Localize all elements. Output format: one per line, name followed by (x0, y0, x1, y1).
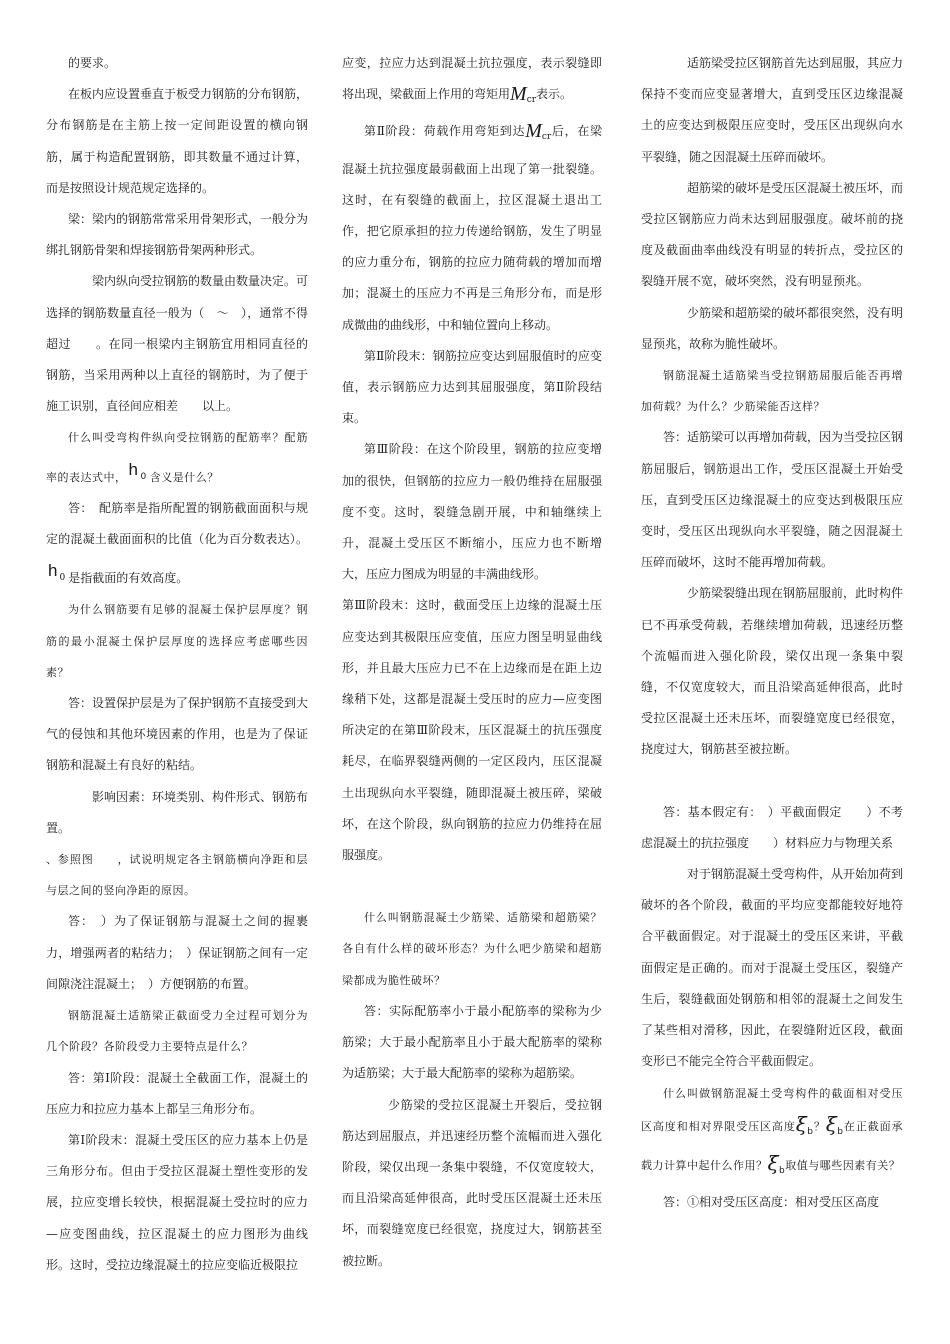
symbol-h: h (128, 459, 139, 479)
symbol-subscript: b (779, 1165, 786, 1176)
answer: 答：适筋梁可以再增加荷载，因为当受拉区钢筋屈服后，钢筋退出工作，受压区混凝土开始受压，直到受压区边缘混凝土的应变达到极限压应变时，受压区出现纵向水平裂缝，随之因混凝土压碎而破坏，这时不能再增加荷载。 (641, 430, 904, 570)
symbol-subscript: cr (541, 132, 552, 143)
column-3 (641, 48, 903, 1218)
question: 什么叫钢筋混凝土少筋梁、适筋梁和超筋梁？各自有什么样的破坏形态？为什么吧少筋梁和超筋梁都成为脆性破坏？ (342, 911, 602, 987)
paragraph: 适筋梁受拉区钢筋首先达到屈服，其应力保持不变而应变显著增大，直到受压区边缘混凝土的应变达到极限压应变时，受压区出现纵向水平裂缝，随之因混凝土压碎而破坏。 (641, 56, 904, 164)
paragraph: 第Ⅱ阶段末：钢筋拉应变达到屈服值时的应变值，表示钢筋应力达到其屈服强度，第Ⅱ阶段结束。 (342, 348, 602, 426)
symbol-m: M (510, 83, 527, 106)
symbol-subscript: b (807, 1126, 814, 1137)
column-2 (342, 48, 602, 1277)
paragraph: 第Ⅰ阶段末：混凝土受压区的应力基本上仍是三角形分布。但由于受拉区混凝土塑性变形的发展，拉应变增长较快，根据混凝土受拉时的应力—应变图曲线，拉区混凝土的应力图形为曲线形。这时，受拉边缘混凝土的拉应变临近极限拉 (46, 1132, 308, 1272)
spacer (641, 766, 903, 797)
paragraph: 第Ⅲ阶段末：这时，截面受压上边缘的混凝土压应变达到其极限压应变值，压应力图呈明显曲线形，并且最大压应力已不在上边缘而是在距上边缘稍下处，这都是混凝土受压时的应力—应变图所决定的在第Ⅲ阶段末，压区混凝土的抗压强度耗尽，在临界裂缝两侧的一定区段内，压区混凝土出现纵向水平裂缝，随即混凝土被压碎，梁破坏，在这个阶段，纵向钢筋的拉应力仍维持在屈服强度。 (342, 598, 602, 863)
question: 、参照图 ，试说明规定各主钢筋横向净距和层与层之间的竖向净距的原因。 (46, 853, 308, 898)
paragraph (342, 48, 602, 116)
paragraph-text: 应变，拉应力达到混凝土抗拉强度，表示裂缝即将出现，梁截面上作用的弯矩用 (342, 56, 602, 102)
paragraph: 少筋梁和超筋梁的破坏都很突然，没有明显预兆，故称为脆性破坏。 (641, 305, 904, 351)
paragraph: 的要求。 (68, 56, 117, 70)
question-text: 什么叫做钢筋混凝土受弯构件的截面相对受压区高度和相对界限受压区高度 (641, 1086, 903, 1133)
symbol-xi: ξ (795, 1111, 808, 1136)
answer: 答：设置保护层是为了保护钢筋不直接受到大气的侵蚀和其他环境因素的作用，也是为了保证钢筋和混凝土有良好的粘结。 (46, 696, 309, 773)
question: 钢筋混凝土适筋梁当受拉钢筋屈服后能否再增加荷载？为什么？少筋梁能否这样？ (641, 369, 903, 414)
paragraph: 在板内应设置垂直于板受力钢筋的分布钢筋，分布钢筋是在主筋上按一定间距设置的横向钢筋，属于构造配置钢筋，即其数量不通过计算，而是按照设计规范规定选择的。 (46, 87, 309, 195)
spacer (342, 871, 602, 902)
question-text: 取值与哪些因素有关？ (785, 1158, 901, 1172)
question-text: 什么叫受弯构件纵向受拉钢筋的配筋率？配筋率的表达式中， (46, 431, 308, 484)
symbol-xi: ξ (825, 1111, 838, 1136)
paragraph: 梁内纵向受拉钢筋的数量由数量决定。可选择的钢筋数量直径一般为（ ～ ），通常不得超过 。在同一根梁内主钢筋宜用相同直径的钢筋，当采用两种以上直径的钢筋时，为了便于施工识别，直径间应相差 以上。 (46, 274, 309, 414)
symbol-subscript: cr (526, 95, 537, 106)
answer (46, 493, 308, 595)
question-text: 含义是什么？ (149, 470, 219, 484)
answer-text: 答： 配筋率是指所配置的钢筋截面面积与规定的混凝土截面面积的比值（化为百分数表达）。 (46, 500, 308, 547)
paragraph: 少筋梁裂缝出现在钢筋屈服前，此时构件已不再承受荷载，若继续增加荷载，迅速经历整个流幅而进入强化阶段，梁仅出现一条集中裂缝，不仅宽度较大，而且沿梁高延伸很高，此时受拉区混凝土还未压坏，而裂缝宽度已经很宽，挠度过大，钢筋甚至被拉断。 (641, 586, 904, 757)
paragraph (342, 116, 602, 340)
answer: 答： ）为了保证钢筋与混凝土之间的握裹力，增强两者的粘结力； ）保证钢筋之间有一定间隙浇注混凝土； ）方便钢筋的布置。 (46, 914, 308, 991)
paragraph: 第Ⅲ阶段：在这个阶段里，钢筋的拉应变增加的很快，但钢筋的拉应力一般仍维持在屈服强度不变。这时，裂缝急剧开展，中和轴继续上升，混凝土受压区不断缩小，压应力也不断增大，压应力图成为明显的丰满曲线形。 (342, 442, 602, 582)
column-1 (46, 48, 308, 1281)
paragraph-text: 表示。 (536, 87, 573, 102)
question (46, 422, 308, 492)
symbol-h: h (48, 561, 58, 581)
question: 钢筋混凝土适筋梁正截面受力全过程可划分为几个阶段？各阶段受力主要特点是什么？ (46, 1009, 308, 1054)
paragraph: 梁：梁内的钢筋常常采用骨架形式，一般分为绑扎钢筋骨架和焊接钢筋骨架两种形式。 (46, 212, 309, 258)
answer: 答：实际配筋率小于最小配筋率的梁称为少筋梁；大于最小配筋率且小于最大配筋率的梁称为适筋梁；大于最大配筋率的梁称为超筋梁。 (342, 1003, 602, 1081)
question-text: ？ (813, 1119, 826, 1133)
question-text: 在正截面承载力计算中起什么作用？ (641, 1119, 904, 1172)
symbol-xi: ξ (767, 1150, 780, 1175)
answer: 答：第Ⅰ阶段：混凝土全截面工作，混凝土的压应力和拉应力基本上都呈三角形分布。 (46, 1070, 308, 1116)
paragraph-text: 第Ⅱ阶段：荷载作用弯矩到达 (364, 124, 526, 139)
question: 为什么钢筋要有足够的混凝土保护层厚度？钢筋的最小混凝土保护层厚度的选择应考虑哪些因素？ (46, 603, 308, 679)
symbol-m: M (525, 120, 542, 143)
paragraph: 少筋梁的受拉区混凝土开裂后，受拉钢筋达到屈服点，并迅速经历整个流幅而进入强化阶段，梁仅出现一条集中裂缝，不仅宽度较大，而且沿梁高延伸很高，此时受压区混凝土还未压坏，而裂缝宽度已经很宽，挠度过大，钢筋甚至被拉断。 (342, 1097, 602, 1268)
paragraph: 影响因素：环境类别、构件形式、钢筋布置。 (46, 789, 309, 835)
answer: 答：基本假定有： ）平截面假定 ）不考虑混凝土的抗拉强度 ）材料应力与物理关系 (641, 804, 903, 850)
paragraph: 对于钢筋混凝土受弯构件，从开始加荷到破坏的各个阶段，截面的平均应变都能较好地符合平截面假定。对于混凝土的受压区来讲，平截面假定是正确的。而对于混凝土受压区，裂缝产生后，裂缝截面处钢筋和相邻的混凝土之间发生了某些相对滑移，因此，在裂缝附近区段，截面变形已不能完全符合平截面假定。 (641, 867, 904, 1069)
answer-text: 是指截面的有效高度。 (68, 571, 189, 586)
symbol-subscript: b (837, 1126, 844, 1137)
question (641, 1078, 903, 1188)
paragraph-text: 后，在梁混凝土抗拉强度最弱截面上出现了第一批裂缝。这时，在有裂缝的截面上，拉区混凝土退出工作，把它原承担的拉力传递给钢筋，发生了明显的应力重分布，钢筋的拉应力随荷载的增加而增加；混凝土的压应力不再是三角形分布，而是形成微曲的曲线形，中和轴位置向上移动。 (342, 124, 602, 332)
symbol-subscript: 0 (59, 573, 66, 584)
paragraph: 超筋梁的破坏是受压区混凝土被压坏，而受拉区钢筋应力尚未达到屈服强度。破坏前的挠度及截面曲率曲线没有明显的转折点，受拉区的裂缝开展不宽，破坏突然，没有明显预兆。 (641, 180, 904, 289)
symbol-subscript: 0 (140, 471, 147, 482)
answer: 答：①相对受压区高度：相对受压区高度 (663, 1195, 880, 1210)
